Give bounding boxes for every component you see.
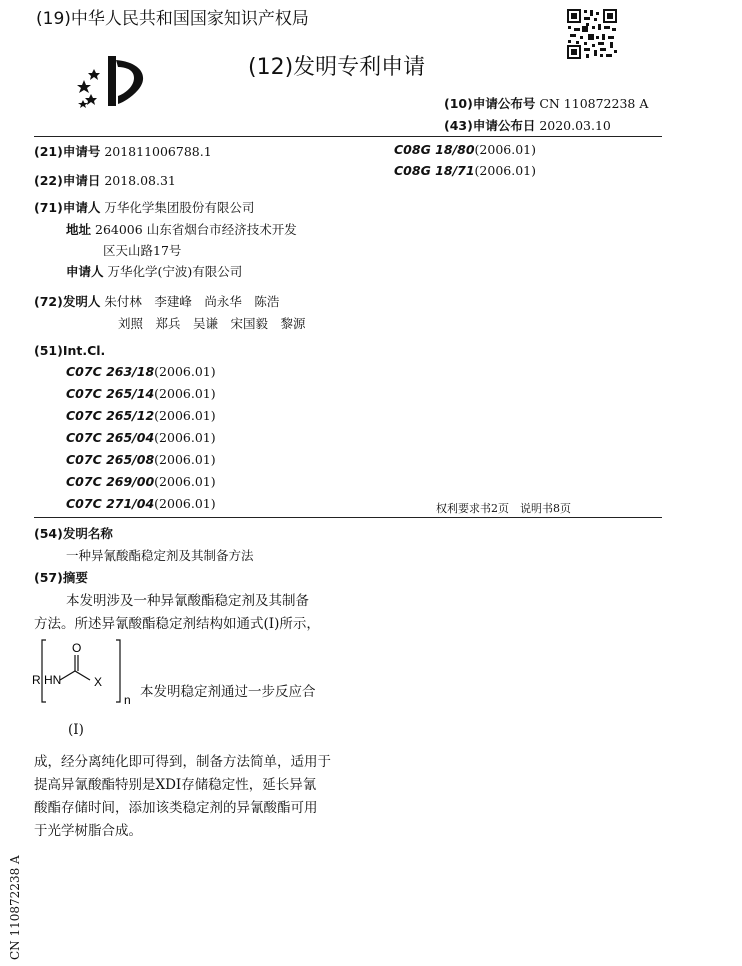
int-cl-code: C07C 271/04 <box>66 496 155 511</box>
int-cl-item <box>66 430 216 445</box>
int-cl-code: C07C 265/04 <box>66 430 155 445</box>
publication-date <box>444 116 611 134</box>
abstract-label-text: (57)摘要 <box>34 570 88 585</box>
abstract-line: 酸酯存储时间，添加该类稳定剂的异氰酸酯可用 <box>34 800 318 816</box>
document-type-title: (12)发明专利申请 <box>248 55 426 80</box>
publication-date-value: 2020.03.10 <box>539 118 611 133</box>
qr-code-icon <box>566 8 618 60</box>
chemical-formula <box>32 636 142 708</box>
page-counts: 权利要求书2页 说明书8页 <box>436 502 571 515</box>
title-label-text: (54)发明名称 <box>34 526 113 541</box>
right-cl-version: (2006.01) <box>474 163 536 178</box>
publication-number-label: (10)申请公布号 <box>444 96 536 111</box>
int-cl-item <box>66 364 216 379</box>
application-date-label: (22)申请日 <box>34 173 101 188</box>
formula-o: O <box>72 641 82 655</box>
header-divider <box>34 136 662 137</box>
inventors-line-1: 朱付林 李建峰 尚永华 陈浩 <box>104 294 280 309</box>
right-cl-version: (2006.01) <box>474 142 536 157</box>
publication-number-value: CN 110872238 A <box>539 96 649 111</box>
publication-date-label: (43)申请公布日 <box>444 118 536 133</box>
application-number-value: 201811006788.1 <box>104 144 212 159</box>
int-cl-code: C07C 265/14 <box>66 386 155 401</box>
address <box>66 220 297 238</box>
int-cl-item <box>66 474 216 489</box>
side-publication-id: CN 110872238 A <box>8 855 22 960</box>
applicant-2-label: 申请人 <box>66 264 104 279</box>
biblio-divider <box>34 517 662 518</box>
inventors-label: (72)发明人 <box>34 294 101 309</box>
abstract-line: 本发明稳定剂通过一步反应合 <box>140 684 316 700</box>
int-cl-label <box>34 343 105 358</box>
abstract-line: 于光学树脂合成。 <box>34 823 142 839</box>
applicant-value: 万华化学集团股份有限公司 <box>104 200 255 215</box>
right-cl-item <box>394 163 536 178</box>
inventors <box>34 292 279 310</box>
int-cl-label-text: (51)Int.Cl. <box>34 343 106 358</box>
formula-label: (Ⅰ) <box>68 722 84 738</box>
publication-number <box>444 94 648 112</box>
right-cl-code: C08G 18/71 <box>394 163 475 178</box>
int-cl-version: (2006.01) <box>154 496 216 511</box>
int-cl-item <box>66 452 216 467</box>
int-cl-version: (2006.01) <box>154 408 216 423</box>
formula-nh: HN <box>44 673 62 687</box>
applicant-2 <box>66 262 242 280</box>
abstract-line: 方法。所述异氰酸酯稳定剂结构如通式(I)所示， <box>34 616 320 632</box>
int-cl-item <box>66 408 216 423</box>
int-cl-code: C07C 263/18 <box>66 364 155 379</box>
address-line-2: 区天山路17号 <box>103 243 182 258</box>
application-date-value: 2018.08.31 <box>104 173 176 188</box>
applicant-2-value: 万华化学(宁波)有限公司 <box>107 264 243 279</box>
abstract-line: 提高异氰酸酯特别是XDI存储稳定性，延长异氰 <box>34 777 317 793</box>
int-cl-version: (2006.01) <box>154 430 216 445</box>
office-name: (19)中华人民共和国国家知识产权局 <box>36 9 309 29</box>
right-cl-item <box>394 142 536 157</box>
int-cl-code: C07C 265/08 <box>66 452 155 467</box>
cnipa-logo <box>74 50 152 110</box>
int-cl-item <box>66 496 216 511</box>
title-label <box>34 524 113 542</box>
formula-n: n <box>124 693 131 707</box>
right-cl-code: C08G 18/80 <box>394 142 475 157</box>
abstract-label <box>34 568 88 586</box>
application-number-label: (21)申请号 <box>34 144 101 159</box>
invention-title: 一种异氰酸酯稳定剂及其制备方法 <box>66 548 254 563</box>
int-cl-version: (2006.01) <box>154 474 216 489</box>
abstract-line: 本发明涉及一种异氰酸酯稳定剂及其制备 <box>66 593 309 609</box>
formula-r: R <box>32 673 41 687</box>
application-date <box>34 171 176 189</box>
int-cl-version: (2006.01) <box>154 452 216 467</box>
formula-x: X <box>94 675 103 689</box>
int-cl-item <box>66 386 216 401</box>
int-cl-version: (2006.01) <box>154 386 216 401</box>
int-cl-version: (2006.01) <box>154 364 216 379</box>
int-cl-code: C07C 269/00 <box>66 474 155 489</box>
int-cl-code: C07C 265/12 <box>66 408 155 423</box>
address-label: 地址 <box>66 222 92 237</box>
address-line-1: 264006 山东省烟台市经济技术开发 <box>95 222 297 237</box>
applicant <box>34 198 254 216</box>
applicant-label: (71)申请人 <box>34 200 101 215</box>
abstract-line: 成，经分离纯化即可得到，制备方法简单，适用于 <box>34 754 331 770</box>
inventors-line-2: 刘照 郑兵 吴谦 宋国毅 黎源 <box>118 316 306 331</box>
application-number <box>34 142 212 160</box>
